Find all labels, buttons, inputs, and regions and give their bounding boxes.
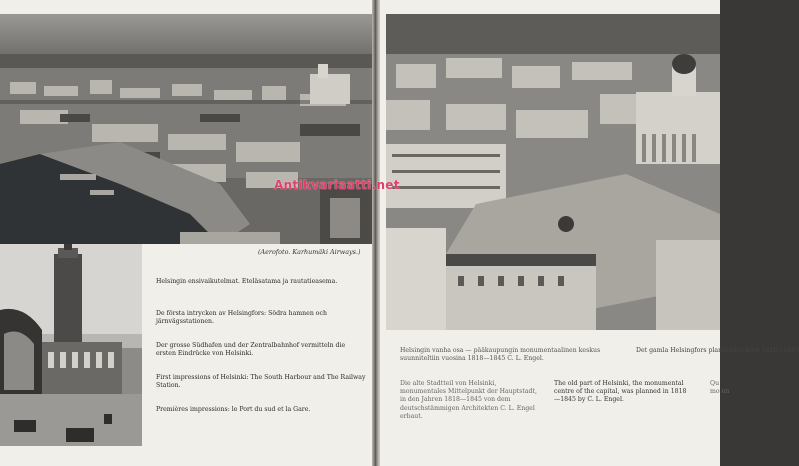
right-caption-swedish: Det gamla Helsingfors planerades åren 1818—1845 — [636, 347, 799, 354]
right-caption-cut-off: Qu mo en — [710, 380, 730, 396]
caption-finnish: Helsingin ensivaikutelmat. Eteläsatama ja rautatieasema. — [156, 278, 338, 285]
harbour-aerial-photo — [0, 14, 372, 244]
photo-credit: (Aerofoto. Karhumäki Airways.) — [258, 248, 361, 256]
caption-english: First impressions of Helsinki: The South Harbour and The Railway Station. — [156, 374, 366, 390]
right-caption-german: Die alte Stadtteil von Helsinki, monumentales Mittelpunkt der Hauptstadt, in den Jahren 1818—1845 von dem deutschstämmigen Architekten C. L. Engel erbaut. — [400, 380, 537, 420]
right-caption-finnish: Helsingin vanha osa — pääkaupungin monumentaalinen keskus suunniteltiin vuosina 1818—1845 C. L. Engel. — [400, 347, 601, 363]
caption-french: Premières impressions: le Port du sud et la Gare. — [156, 406, 311, 413]
right-caption-english: The old part of Helsinki, the monumental centre of the capital, was planned in 1818—1845 by C. L. Engel. — [554, 380, 687, 404]
caption-swedish: De första intrycken av Helsingfors: Södra hamnen och järnvägsstationen. — [156, 310, 327, 326]
senate-square-photo — [386, 14, 720, 330]
book-spine — [372, 0, 380, 466]
caption-german: Der grosse Südhafen und der Zentralbahnhof vermitteln die ersten Eindrücke von Helsinki. — [156, 342, 346, 358]
railway-station-photo — [0, 244, 142, 446]
watermark-text: Antikvariaatti.net — [274, 178, 400, 192]
